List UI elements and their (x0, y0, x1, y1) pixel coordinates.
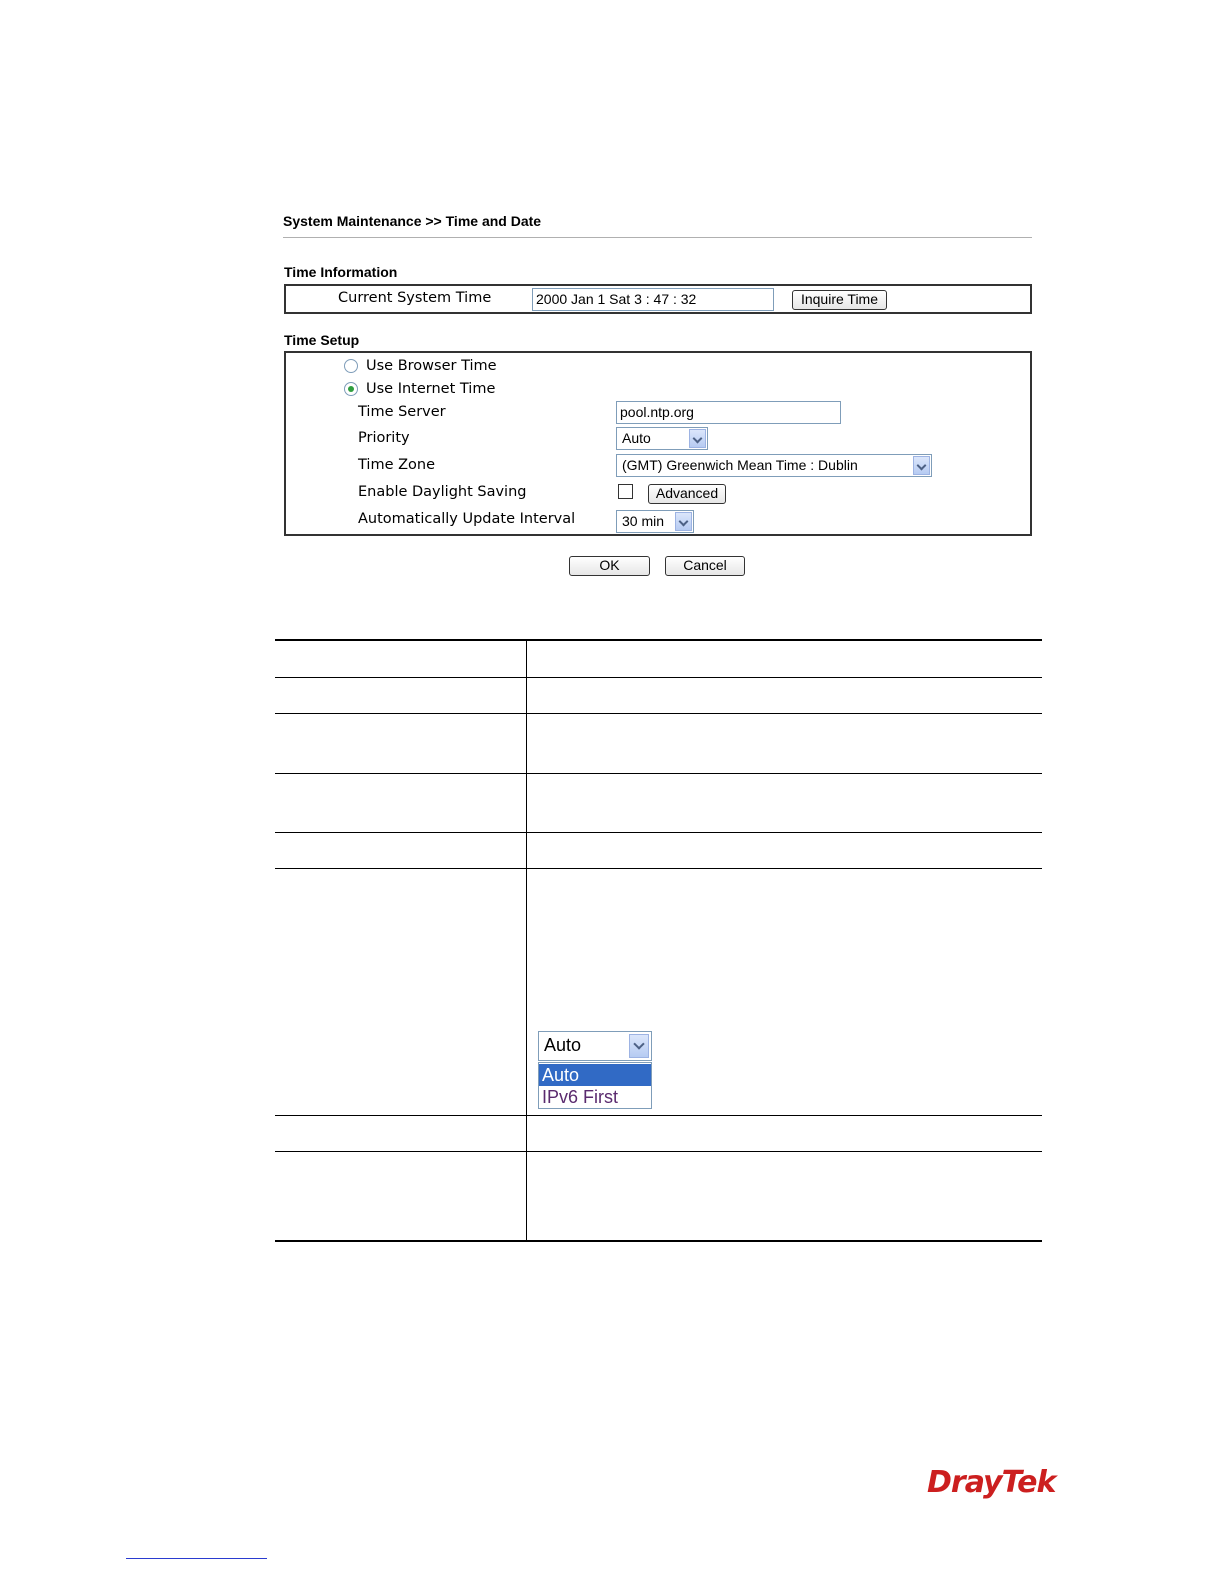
table-top-border (275, 639, 1042, 641)
priority-select-value: Auto (622, 430, 651, 446)
time-zone-select[interactable] (616, 454, 932, 477)
dropdown-option-ipv6-first[interactable]: IPv6 First (542, 1087, 619, 1107)
daylight-saving-label: Enable Daylight Saving (358, 484, 527, 500)
update-interval-select[interactable] (616, 510, 694, 533)
use-internet-time-label: Use Internet Time (366, 381, 496, 397)
chevron-down-icon (913, 456, 930, 475)
update-interval-select-value: 30 min (622, 513, 665, 529)
table-row-divider (275, 1115, 1042, 1116)
chevron-down-icon (689, 429, 706, 448)
use-browser-time-radio[interactable] (344, 359, 358, 373)
table-column-divider (526, 639, 527, 1242)
current-system-time-field[interactable]: 2000 Jan 1 Sat 3 : 47 : 32 (532, 288, 774, 311)
inquire-time-button[interactable]: Inquire Time (792, 290, 887, 310)
update-interval-label: Automatically Update Interval (358, 511, 576, 527)
use-browser-time-label: Use Browser Time (366, 358, 497, 374)
daylight-saving-checkbox[interactable] (618, 484, 633, 499)
time-server-label: Time Server (358, 404, 446, 420)
table-row-divider (275, 832, 1042, 833)
footer-link-underline (126, 1558, 267, 1559)
time-zone-select-value: (GMT) Greenwich Mean Time : Dublin (622, 457, 858, 473)
draytek-logo: DrayTek (927, 1465, 1056, 1500)
table-row-divider (275, 1151, 1042, 1152)
time-information-title: Time Information (284, 264, 398, 280)
table-row-divider (275, 868, 1042, 869)
priority-select[interactable] (616, 427, 708, 450)
advanced-button[interactable]: Advanced (648, 484, 726, 504)
table-row-divider (275, 677, 1042, 678)
chevron-down-icon (675, 512, 692, 531)
cancel-button[interactable]: Cancel (665, 556, 745, 576)
priority-dropdown-example[interactable] (538, 1031, 652, 1061)
time-information-panel (284, 284, 1032, 314)
ok-button[interactable]: OK (569, 556, 650, 576)
current-system-time-label: Current System Time (338, 290, 492, 306)
priority-dropdown-value: Auto (544, 1035, 582, 1055)
breadcrumb: System Maintenance >> Time and Date (283, 213, 542, 229)
use-internet-time-radio[interactable] (344, 382, 358, 396)
priority-dropdown-list (538, 1062, 652, 1109)
time-setup-panel (284, 351, 1032, 536)
table-row-divider (275, 773, 1042, 774)
table-row-divider (275, 713, 1042, 714)
dropdown-option-auto[interactable]: Auto (539, 1064, 651, 1086)
title-divider (283, 237, 1032, 238)
table-bottom-border (275, 1240, 1042, 1242)
time-server-input[interactable]: pool.ntp.org (616, 401, 841, 424)
time-setup-title: Time Setup (284, 332, 360, 348)
priority-label: Priority (358, 430, 410, 446)
time-zone-label: Time Zone (358, 457, 436, 473)
chevron-down-icon (629, 1034, 649, 1058)
